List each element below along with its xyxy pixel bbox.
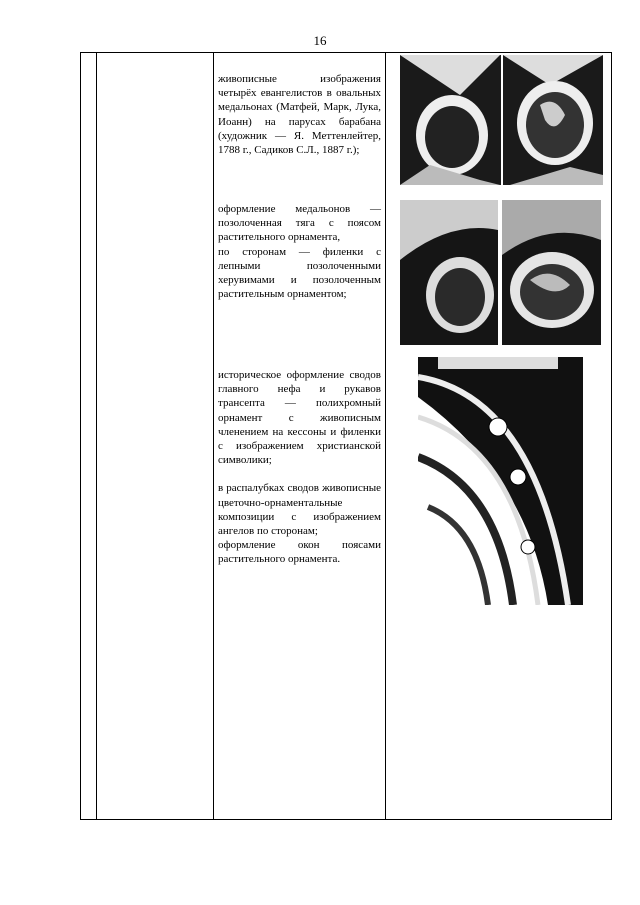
description-medallions bbox=[218, 202, 381, 301]
paragraph: в распалубках сводов живописные цветочно-орнаментальные композиции с изображением ангелов по сторонам; bbox=[218, 482, 381, 538]
photo-medallion-decoration bbox=[400, 200, 601, 345]
column-divider bbox=[213, 53, 214, 819]
column-divider bbox=[96, 53, 97, 819]
photo-evangelist-medallions bbox=[400, 55, 603, 185]
paragraph: по сторонам — филенки с лепными позолоченными херувимами и позолоченным растительным орнаментом; bbox=[218, 245, 381, 301]
paragraph: живописные изображения четырёх евангелистов в овальных медальонах (Матфей, Марк, Лука, Иоанн) на парусах барабана (художник — Я. Меттенлейтер, 1788 г., Садиков С.Л., 1887 г.); bbox=[218, 73, 381, 157]
description-vaults bbox=[218, 368, 381, 567]
photo-nave-vaults bbox=[418, 357, 583, 605]
paragraph: историческое оформление сводов главного нефа и рукавов трансепта — полихромный орнамент с живописным членением на кессоны и филенки с изображением христианской символики; bbox=[218, 369, 381, 467]
paragraph: оформление окон поясами растительного орнамента. bbox=[218, 539, 381, 566]
column-divider bbox=[385, 53, 386, 819]
description-evangelists bbox=[218, 72, 381, 157]
page-number: 16 bbox=[313, 33, 327, 48]
paragraph: оформление медальонов — позолоченная тяга с поясом растительного орнамента, bbox=[218, 203, 381, 244]
